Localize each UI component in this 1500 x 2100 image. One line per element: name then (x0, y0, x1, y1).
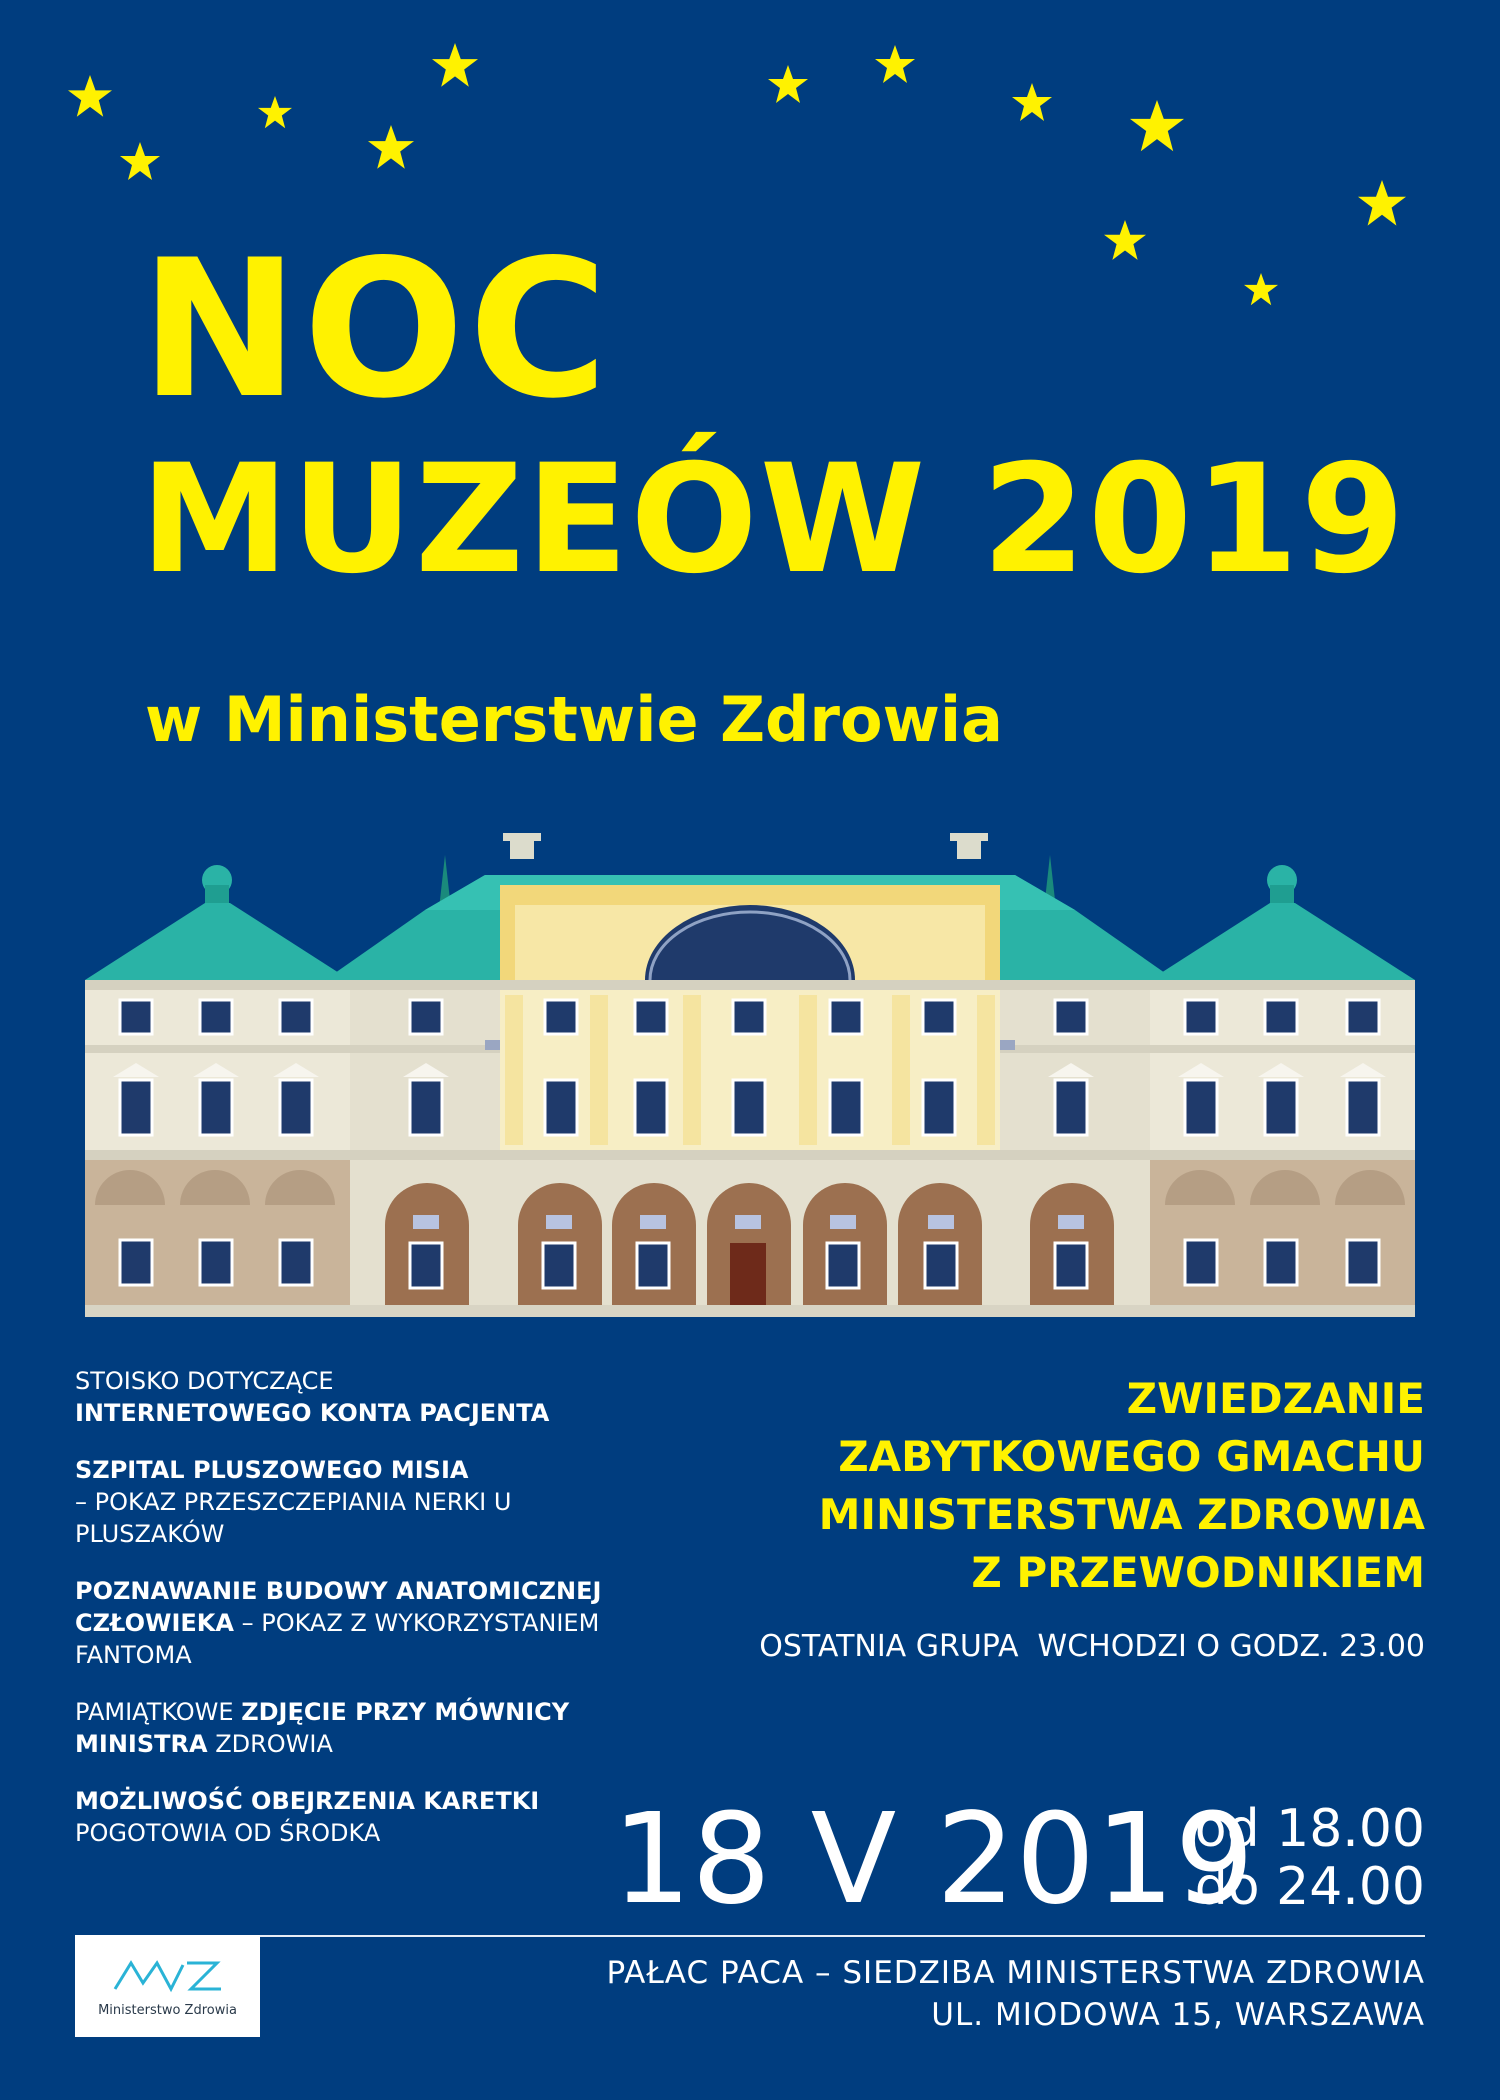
activity-highlight: POZNAWANIE BUDOWY ANATOMICZNEJ CZŁOWIEKA (75, 1577, 602, 1637)
tour-line: MINISTERSTWA ZDROWIA (818, 1490, 1425, 1539)
star-icon (1012, 83, 1052, 123)
activity-text: – POKAZ PRZESZCZEPIANIA NERKI U PLUSZAKÓW (75, 1488, 512, 1548)
star-icon (368, 125, 414, 171)
tour-line: ZWIEDZANIE (1126, 1374, 1425, 1423)
activity-text: – POKAZ Z WYKORZYSTANIEM FANTOMA (75, 1609, 600, 1669)
star-icon (258, 96, 292, 130)
star-icon (768, 65, 808, 105)
guided-tour-heading (625, 1370, 1425, 1602)
event-date: 18 V 2019 (612, 1787, 1255, 1932)
ministry-of-health-logo-icon (113, 1955, 223, 1995)
last-group-note: OSTATNIA GRUPA WCHODZI O GODZ. 23.00 (759, 1629, 1425, 1664)
subtitle: w Ministerstwie Zdrowia (145, 683, 1003, 756)
activity-item (75, 1785, 635, 1849)
activity-text: POGOTOWIA OD ŚRODKA (75, 1819, 381, 1847)
address-line-2: UL. MIODOWA 15, WARSZAWA (931, 1997, 1425, 2033)
star-icon (1104, 220, 1146, 262)
activity-text: ZDROWIA (215, 1730, 333, 1758)
activity-text: STOISKO DOTYCZĄCE (75, 1367, 334, 1395)
activity-highlight: INTERNETOWEGO KONTA PACJENTA (75, 1399, 550, 1427)
activities-list (75, 1365, 635, 1874)
palace-illustration (85, 825, 1415, 1330)
tour-line: ZABYTKOWEGO GMACHU (838, 1432, 1425, 1481)
title-line-1: NOC (140, 219, 612, 440)
activity-item (75, 1454, 635, 1550)
tour-line: Z PRZEWODNIKIEM (971, 1548, 1425, 1597)
footer-divider (75, 1935, 1425, 1937)
hours-to: do 24.00 (1194, 1857, 1425, 1917)
activity-highlight: SZPITAL PLUSZOWEGO MISIA (75, 1456, 469, 1484)
activity-item (75, 1575, 635, 1671)
address-line-1: PAŁAC PACA – SIEDZIBA MINISTERSTWA ZDROWIA (606, 1955, 1425, 1991)
star-icon (1244, 273, 1278, 307)
activity-highlight: MOŻLIWOŚĆ OBEJRZENIA KARETKI (75, 1787, 540, 1815)
star-icon (875, 45, 915, 85)
event-hours (1125, 1800, 1425, 1916)
ministry-logo (75, 1935, 260, 2037)
star-icon (1358, 180, 1406, 228)
address (475, 1952, 1425, 2036)
activity-text: PAMIĄTKOWE (75, 1698, 234, 1726)
activity-highlight: ZDJĘCIE PRZY MÓWNICY MINISTRA (75, 1698, 570, 1758)
star-icon (432, 43, 478, 89)
star-icon (1130, 100, 1184, 154)
star-icon (120, 142, 160, 182)
logo-label: Ministerstwo Zdrowia (98, 2003, 237, 2018)
star-icon (68, 75, 112, 119)
activity-item (75, 1696, 635, 1760)
title-line-2: MUZEÓW 2019 (140, 433, 1407, 607)
hours-from: od 18.00 (1194, 1799, 1425, 1859)
activity-item (75, 1365, 635, 1429)
